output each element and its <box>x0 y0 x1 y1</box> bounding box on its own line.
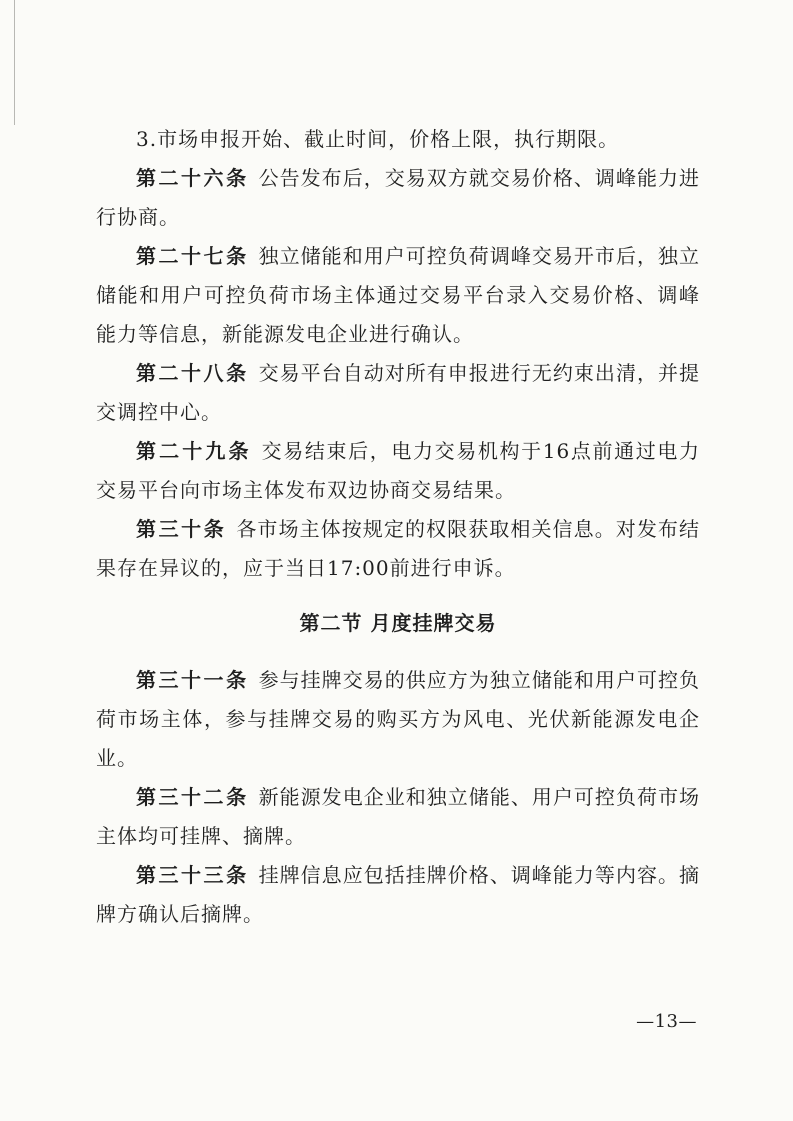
article-number: 第三十一条 <box>136 668 249 692</box>
article-33-paragraph <box>96 856 700 934</box>
article-32-paragraph <box>96 778 700 856</box>
article-number: 第二十七条 <box>136 244 249 268</box>
article-28-paragraph <box>96 354 700 432</box>
paragraph-text: 3.市场申报开始、截止时间，价格上限，执行期限。 <box>136 127 620 151</box>
page-edge-line <box>14 0 15 125</box>
article-text: 挂牌信息应包括挂牌价格、调峰能力等内容。摘牌方确认后摘牌。 <box>96 863 701 926</box>
paragraph-item-3 <box>96 120 700 159</box>
article-number: 第二十九条 <box>136 439 252 463</box>
article-text: 交易结束后，电力交易机构于16点前通过电力交易平台向市场主体发布双边协商交易结果。 <box>96 439 701 502</box>
article-text: 交易平台自动对所有申报进行无约束出清，并提交调控中心。 <box>96 361 701 424</box>
article-number: 第三十二条 <box>136 785 249 809</box>
article-text: 参与挂牌交易的供应方为独立储能和用户可控负荷市场主体，参与挂牌交易的购买方为风电、光伏新能源发电企业。 <box>96 668 701 770</box>
article-number: 第三十条 <box>136 517 227 541</box>
article-29-paragraph <box>96 432 700 510</box>
article-27-paragraph <box>96 237 700 354</box>
article-number: 第三十三条 <box>136 863 249 887</box>
article-text: 公告发布后，交易双方就交易价格、调峰能力进行协商。 <box>96 166 701 229</box>
article-26-paragraph <box>96 159 700 237</box>
article-number: 第二十八条 <box>136 361 249 385</box>
article-30-paragraph <box>96 510 700 588</box>
section-title: 第二节 月度挂牌交易 <box>299 611 497 635</box>
article-number: 第二十六条 <box>136 166 249 190</box>
article-text: 独立储能和用户可控负荷调峰交易开市后，独立储能和用户可控负荷市场主体通过交易平台录入交易价格、调峰能力等信息，新能源发电企业进行确认。 <box>96 244 701 346</box>
article-text: 各市场主体按规定的权限获取相关信息。对发布结果存在异议的，应于当日17:00前进行申诉。 <box>96 517 701 580</box>
page-number: —13— <box>636 1011 697 1032</box>
article-31-paragraph <box>96 661 700 778</box>
article-text: 新能源发电企业和独立储能、用户可控负荷市场主体均可挂牌、摘牌。 <box>96 785 701 848</box>
document-page <box>96 120 700 934</box>
